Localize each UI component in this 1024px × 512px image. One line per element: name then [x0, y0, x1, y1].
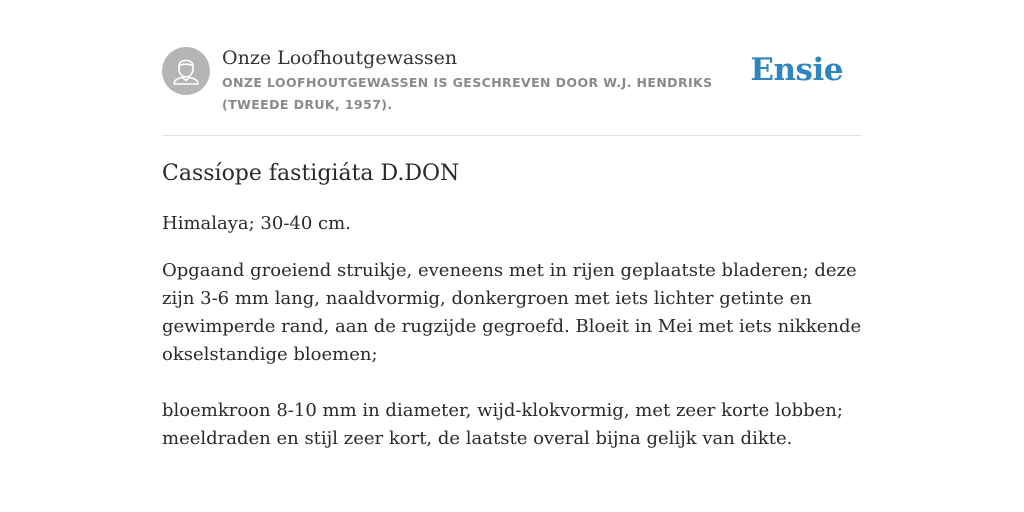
entry-title: Cassíope fastigiáta D.DON [162, 161, 460, 186]
source-description: ONZE LOOFHOUTGEWASSEN IS GESCHREVEN DOOR W.J. HENDRIKS (TWEEDE DRUK, 1957). [222, 75, 713, 112]
entry-paragraph-flower: bloemkroon 8-10 mm in diameter, wijd-klokvormig, met zeer korte lobben; meeldraden en stijl zeer kort, de laatste overal bijna gelijk van dikte. [162, 400, 843, 449]
entry-paragraph-description: Opgaand groeiend struikje, eveneens met in rijen geplaatste bladeren; deze zijn 3-6 mm lang, naaldvormig, donkergroen met iets lichter getinte en gewimperde rand, aan de rugzijde gegroefd. Bloeit in Mei met iets nikkende okselstandige bloemen; [162, 260, 862, 365]
entry-content [162, 158, 862, 453]
avatar[interactable] [162, 47, 210, 95]
source-title[interactable]: Onze Loofhoutgewassen [222, 47, 458, 69]
entry-paragraph-region: Himalaya; 30-40 cm. [162, 213, 351, 234]
user-icon [162, 47, 210, 95]
brand-logo[interactable]: Ensie [750, 52, 843, 88]
source-header [162, 44, 862, 136]
